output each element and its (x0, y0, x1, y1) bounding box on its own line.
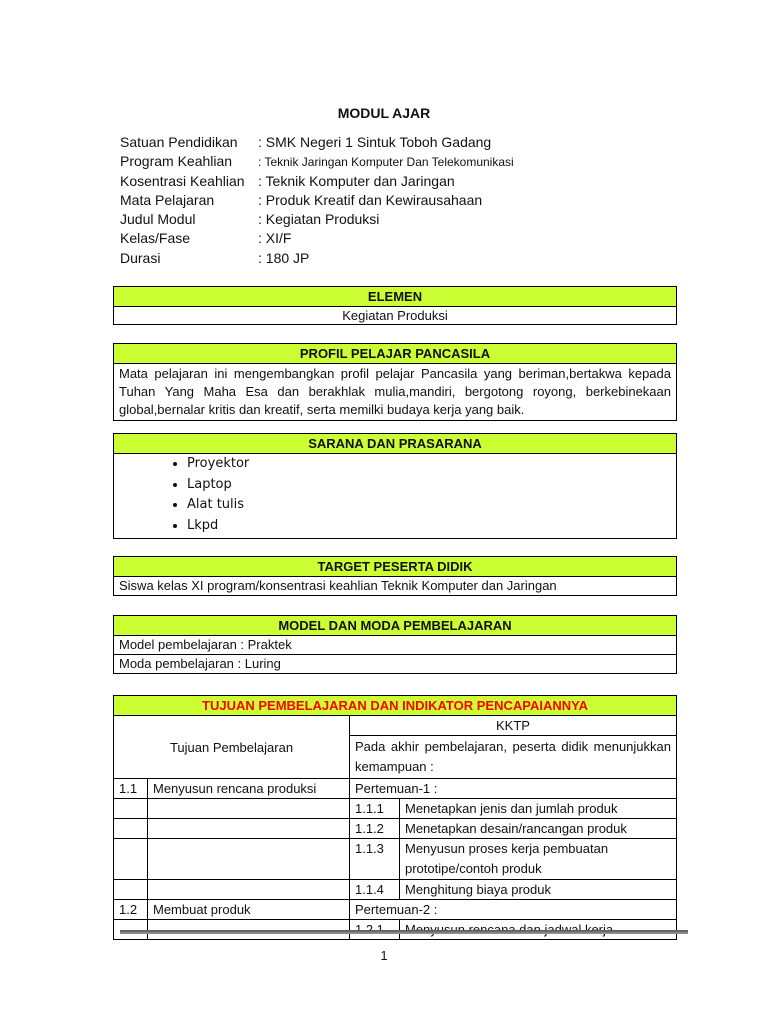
table-row (114, 799, 677, 819)
info-label: Judul Modul (120, 211, 196, 228)
tujuan-header: TUJUAN PEMBELAJARAN DAN INDIKATOR PENCAPAIANNYA (114, 696, 677, 716)
col-header-tp: Tujuan Pembelajaran (114, 716, 350, 779)
tp-number: 1.2 (114, 900, 148, 920)
profil-header: PROFIL PELAJAR PANCASILA (114, 344, 677, 364)
indicator-text: Menetapkan jenis dan jumlah produk (400, 799, 677, 819)
pertemuan-label: Pertemuan-2 : (350, 900, 677, 920)
table-row (114, 819, 677, 839)
elemen-value: Kegiatan Produksi (114, 307, 677, 325)
info-row-satuan (120, 133, 514, 152)
pertemuan-label: Pertemuan-1 : (350, 779, 677, 799)
module-info (120, 133, 514, 268)
model-text: Model pembelajaran : Praktek (114, 636, 677, 655)
indicator-text: Menetapkan desain/rancangan produk (400, 819, 677, 839)
profil-table (113, 343, 677, 421)
page-footer-rule (120, 930, 688, 934)
profil-text: Mata pelajaran ini mengembangkan profil pelajar Pancasila yang beriman,bertakwa kepada Tuhan Yang Maha Esa dan berakhlak mulia,mandiri, bergotong royong, berkebinekaan global,bernalar kritis dan kreatif, serta memilki budaya kerja yang baik. (114, 364, 677, 421)
tp-text: Menyusun rencana produksi (148, 779, 350, 799)
info-value: : 180 JP (258, 249, 310, 266)
indicator-text: Menghitung biaya produk (400, 880, 677, 900)
target-text: Siswa kelas XI program/konsentrasi keahlian Teknik Komputer dan Jaringan (114, 577, 677, 596)
col-header-kktp: KKTP (350, 716, 677, 736)
page-number: 1 (380, 948, 388, 963)
list-item: • Alat tulis (187, 495, 671, 516)
kktp-intro: Pada akhir pembelajaran, peserta didik menunjukkan kemampuan : (350, 736, 677, 779)
info-label: Durasi (120, 249, 161, 266)
moda-text: Moda pembelajaran : Luring (114, 655, 677, 674)
tp-text: Membuat produk (148, 900, 350, 920)
tp-number: 1.1 (114, 779, 148, 799)
table-row (114, 779, 677, 799)
info-value: : Teknik Komputer dan Jaringan (258, 172, 455, 189)
table-row (114, 839, 677, 880)
tujuan-table (113, 695, 677, 940)
table-row (114, 900, 677, 920)
info-row-program (120, 152, 514, 171)
sarana-list (119, 454, 671, 536)
document-title: MODUL AJAR (337, 105, 431, 121)
info-row-kelas (120, 229, 514, 248)
indicator-text: Menyusun proses kerja pembuatan prototipe/contoh produk (400, 839, 677, 880)
sarana-list-cell (114, 454, 677, 539)
elemen-table (113, 286, 677, 325)
table-row (114, 880, 677, 900)
indicator-number: 1.1.1 (350, 799, 400, 819)
info-value: : Produk Kreatif dan Kewirausahaan (258, 191, 483, 208)
elemen-header: ELEMEN (114, 287, 677, 307)
sarana-header: SARANA DAN PRASARANA (114, 434, 677, 454)
info-label: Program Keahlian (120, 153, 233, 170)
info-label: Mata Pelajaran (120, 191, 215, 208)
info-row-durasi (120, 249, 514, 268)
indicator-number: 1.1.4 (350, 880, 400, 900)
info-value: : XI/F (258, 230, 292, 247)
info-value: : Teknik Jaringan Komputer Dan Telekomunikasi (258, 155, 514, 170)
sarana-table (113, 433, 677, 539)
info-row-mapel (120, 191, 514, 210)
target-table (113, 556, 677, 596)
list-item: • Laptop (187, 475, 671, 496)
indicator-number: 1.1.2 (350, 819, 400, 839)
list-item: • Lkpd (187, 516, 671, 537)
indicator-number: 1.1.3 (350, 839, 400, 880)
info-row-kosentrasi (120, 172, 514, 191)
info-value: : Kegiatan Produksi (258, 211, 380, 228)
info-label: Kelas/Fase (120, 230, 191, 247)
info-value: : SMK Negeri 1 Sintuk Toboh Gadang (258, 134, 492, 150)
info-label: Kosentrasi Keahlian (120, 172, 245, 189)
model-header: MODEL DAN MODA PEMBELAJARAN (114, 616, 677, 636)
target-header: TARGET PESERTA DIDIK (114, 557, 677, 577)
info-row-judul (120, 210, 514, 229)
info-label: Satuan Pendidikan (120, 134, 238, 150)
list-item: • Proyektor (187, 454, 671, 475)
model-table (113, 615, 677, 674)
